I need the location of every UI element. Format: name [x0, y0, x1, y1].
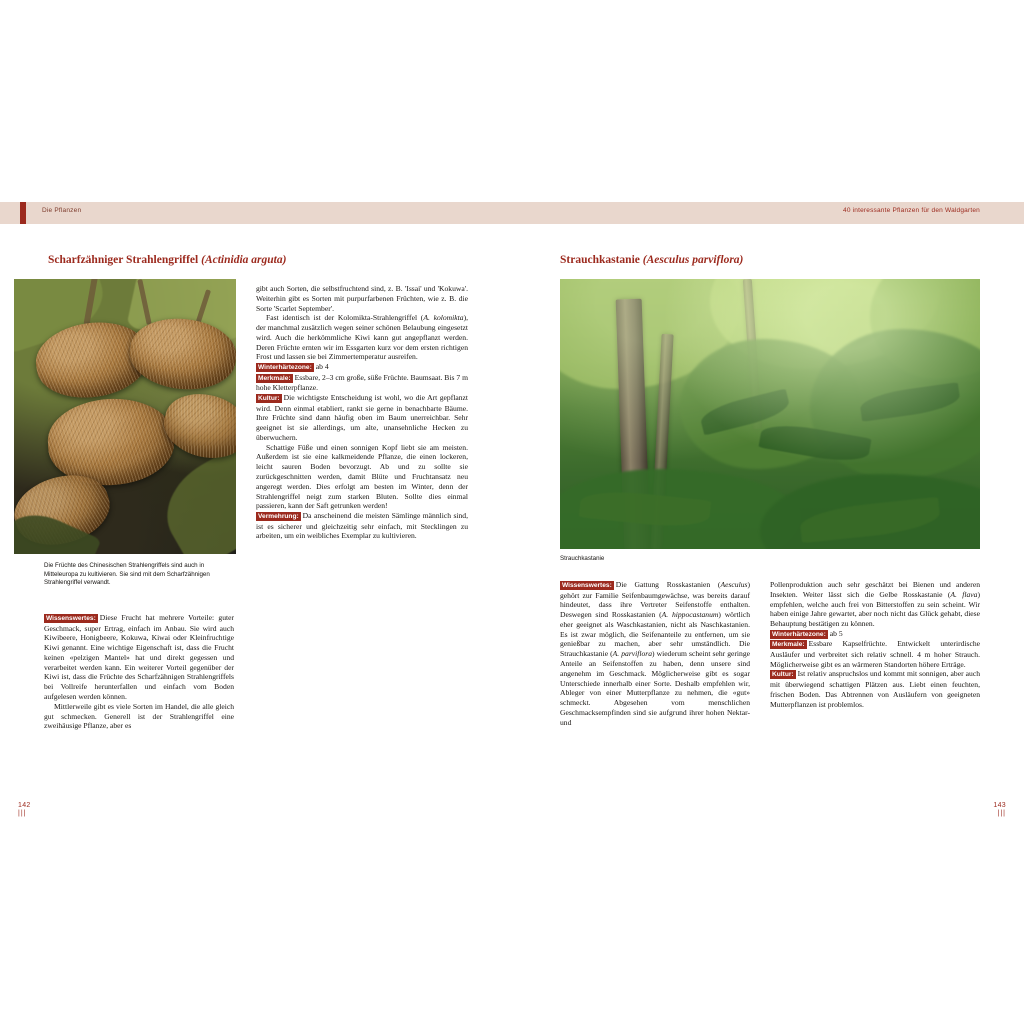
folio-rule: ||| — [18, 810, 27, 817]
book-spread — [0, 202, 1024, 838]
tag-wissenswertes: Wissenswertes: — [46, 615, 96, 622]
kolomikta-latin: A. kolomikta — [423, 313, 464, 323]
tag-kultur-right: Kultur: — [772, 671, 794, 679]
paragraph-sorten-cont — [256, 284, 468, 313]
aesculus-text-c: ) wörtlich eher geeignet als Waschkastanien, nicht als Naschkastanien. Es ist zwar möglich, die Seifenanteile zu entfernen, um sie genießbar zu machen, aber sehr umständlich. Die Strauchkastanie ( — [560, 610, 750, 659]
flava-latin: A. flava — [950, 589, 978, 599]
aesculus-photo-caption: Strauchkastanie — [560, 555, 605, 562]
paragraph-wissenswertes — [44, 613, 234, 702]
winterhaertezone-value: ab 4 — [315, 362, 329, 372]
tag-merkmale: Merkmale: — [258, 374, 291, 382]
folio-rule-right: ||| — [997, 810, 1006, 817]
paragraph-kultur — [256, 393, 468, 443]
running-head-band — [0, 202, 1024, 224]
paragraph-vermehrung — [256, 511, 468, 541]
paragraph-winterhaertezone — [256, 362, 468, 373]
wissenswertes-text: Diese Frucht hat mehrere Vorteile: guter Geschmack, super Ertrag, einfach im Anbau. Sie wird auch Kiwibeere, Honigbeere, Kokuwa, Kiwai oder Kleinfruchtige Kiwi genannt. Eine wichtige Eigenschaft ist, dass die Frucht keinen «pelzigen Mantel» hat und direkt gegessen und verarbeitet werden kann. Ein weiterer Vorteil gegenüber der Kiwi ist, dass die Früchte des Scharfzähnigen Strahlengriffels bei Vollreife herunterfallen und einfach vom Boden aufgelesen werden können. — [44, 613, 234, 701]
left-page-folio — [18, 802, 31, 817]
aesculus-text-a: Die Gattung Rosskastanien ( — [615, 580, 721, 589]
left-title-german: Scharfzähniger Strahlengriffel — [48, 254, 199, 266]
merkmale-value: Essbare, 2–3 cm große, süße Früchte. Baumsaat. Bis 7 m hohe Kletterpflanze. — [256, 372, 468, 393]
right-page — [512, 224, 1024, 838]
aesculus-latin-2: A. hippocastanum — [661, 610, 719, 620]
aesculus-text-b: ) gehört zur Familie Seifenbaumgewächse, was bereits darauf hindeutet, dass ihre Vertreter Seifenstoffe enthalten. Deswegen sind Rosskastanien ( — [560, 580, 750, 620]
tag-winterhaertezone-right: Winterhärtezone: — [772, 630, 826, 638]
left-page-column-1 — [44, 613, 234, 731]
aesculus-latin-3: A. parviflora — [612, 649, 653, 659]
left-title-latin: (Actinidia arguta) — [201, 254, 287, 266]
right-page-folio — [993, 802, 1006, 817]
pollen-text-post: ) empfehlen, welche auch frei von Bitterstoffen zu sein scheint. Wir haben einige Jahre gewartet, aber noch nicht das Glück gehabt, diese Behauptung bestätigen zu können. — [770, 589, 980, 629]
right-page-title — [560, 254, 743, 266]
paragraph-merkmale-right — [770, 639, 980, 669]
vermehrung-value: Da anscheinend die meisten Sämlinge männlich sind, ist es sicherer und gleichzeitig sehr einfach, mit Stecklingen zu arbeiten, um ein weibliches Exemplar zu kultivieren. — [256, 511, 468, 541]
pollen-text: Pollenproduktion auch sehr geschätzt bei Bienen und anderen Insekten. Weiter lässt sich die Gelbe Rosskastanie ( — [770, 580, 980, 599]
aesculus-text-d: ) wiederum scheint sehr geringe Anteile an Seifenstoffen zu haben, denn unsere sind angenehm im Geschmack. Möglicherweise gibt es sogar Unterschiede innerhalb einer Sorte. Deshalb empfehlen wir, Ableger von einer Mutterpflanze zu nehmen, die «gut» schmeckt. Abgesehen vom menschlichen Geschmacksempfinden sind sie aufgrund ihrer hohen Nektar- und — [560, 649, 751, 727]
paragraph-pollen — [770, 580, 980, 629]
paragraph-kolomikta — [256, 313, 468, 362]
sorten-text: Mittlerweile gibt es viele Sorten im Handel, die alle gleich gut schmecken. Generell ist der Strahlengriffel eine zweihäusige Pflanze, aber es — [44, 701, 234, 731]
left-folio-number: 142 — [18, 802, 31, 809]
paragraph-winterhaertezone-right — [770, 629, 980, 640]
kiwi-photo-caption: Die Früchte des Chinesischen Strahlengriffels sind auch in Mitteleuropa zu kultivieren. Sie sind mit dem Scharfzähnigen Strahlengriffel verwandt. — [44, 562, 210, 587]
sorten-cont-text: gibt auch Sorten, die selbstfruchtend sind, z. B. 'Issai' und 'Kokuwa'. Weiterhin gibt es Sorten mit purpurfarbenen Früchten, wie z. B. die Sorte 'Scarlet September'. — [256, 284, 468, 313]
tag-kultur: Kultur: — [258, 395, 280, 403]
left-page-column-2 — [256, 284, 468, 541]
kultur-value: Die wichtigste Entscheidung ist wohl, wo die Art gepflanzt wird. Denn einmal etabliert, rankt sie gerne in benachbarte Bäume. Ihre Früchte sind dann häufig oben im Baum unerreichbar. Sehr geeignet ist sie allerdings, um alte, unansehnliche Hecken zu überwuchern. — [256, 393, 468, 442]
right-title-latin: (Aesculus parviflora) — [642, 254, 744, 266]
running-head-right: 40 interessante Pflanzen für den Waldgarten — [843, 207, 980, 214]
kolomikta-post: ), der manchmal zusätzlich wegen seiner schönen Belaubung eingesetzt wird. Auch die herkömmliche Kiwi kann gut angepflanzt werden. Deren Früchte ernten wir im Essgarten kurz vor dem ersten richtigen Frost und lassen sie bei Zimmertemperatur ausreifen. — [256, 313, 468, 362]
right-page-column-1 — [560, 580, 750, 727]
standort-text: Schattige Füße und einen sonnigen Kopf liebt sie am meisten. Außerdem ist sie eine kalkmeidende Pflanze, die einen lockeren, leicht sauren Boden bevorzugt. Ab und zu sollte sie zurückgeschnitten werden, damit Blüte und Fruchtansatz neu angeregt werden. Dies erfolgt am besten im Winter, denn der Strahlengriffel neigt zum starken Bluten. Sollte dies einmal passieren, kann der Saft getrunken werden! — [256, 442, 468, 511]
right-folio-number: 143 — [993, 802, 1006, 809]
kiwi-photo — [14, 279, 236, 554]
tag-wissenswertes-right: Wissenswertes: — [562, 582, 612, 589]
left-page — [0, 224, 512, 838]
left-page-title — [48, 254, 286, 266]
tag-vermehrung: Vermehrung: — [258, 513, 299, 521]
tag-winterhaertezone: Winterhärtezone: — [258, 364, 312, 372]
aesculus-latin-1: Aesculus — [720, 580, 748, 589]
right-title-german: Strauchkastanie — [560, 254, 640, 266]
running-head-left: Die Pflanzen — [42, 207, 82, 214]
accent-bar — [20, 202, 26, 224]
paragraph-wissenswertes-right — [560, 580, 750, 727]
right-page-column-2 — [770, 580, 980, 709]
kolomikta-pre: Fast identisch ist der Kolomikta-Strahlengriffel ( — [266, 313, 424, 323]
paragraph-kultur-right — [770, 669, 980, 709]
merkmale-value-right: Essbare Kapselfrüchte. Entwickelt unterirdische Ausläufer und verbreitet sich relativ schnell. 4 m hoher Strauch. Möglicherweise gibt es an wärmeren Standorten höhere Erträge. — [770, 639, 980, 669]
paragraph-standort — [256, 443, 468, 511]
aesculus-photo — [560, 279, 980, 549]
winterhaertezone-value-right: ab 5 — [829, 628, 843, 638]
tag-merkmale-right: Merkmale: — [772, 641, 805, 649]
paragraph-sorten — [44, 702, 234, 731]
kultur-value-right: Ist relativ anspruchslos und kommt mit sonnigen, aber auch mit überwiegend schattigen Plätzen aus. Liebt einen feuchten, frischen Boden. Das Abtrennen von Ausläufern von geeigneten Mutterpflanzen ist problemlos. — [770, 669, 980, 709]
paragraph-merkmale — [256, 373, 468, 393]
